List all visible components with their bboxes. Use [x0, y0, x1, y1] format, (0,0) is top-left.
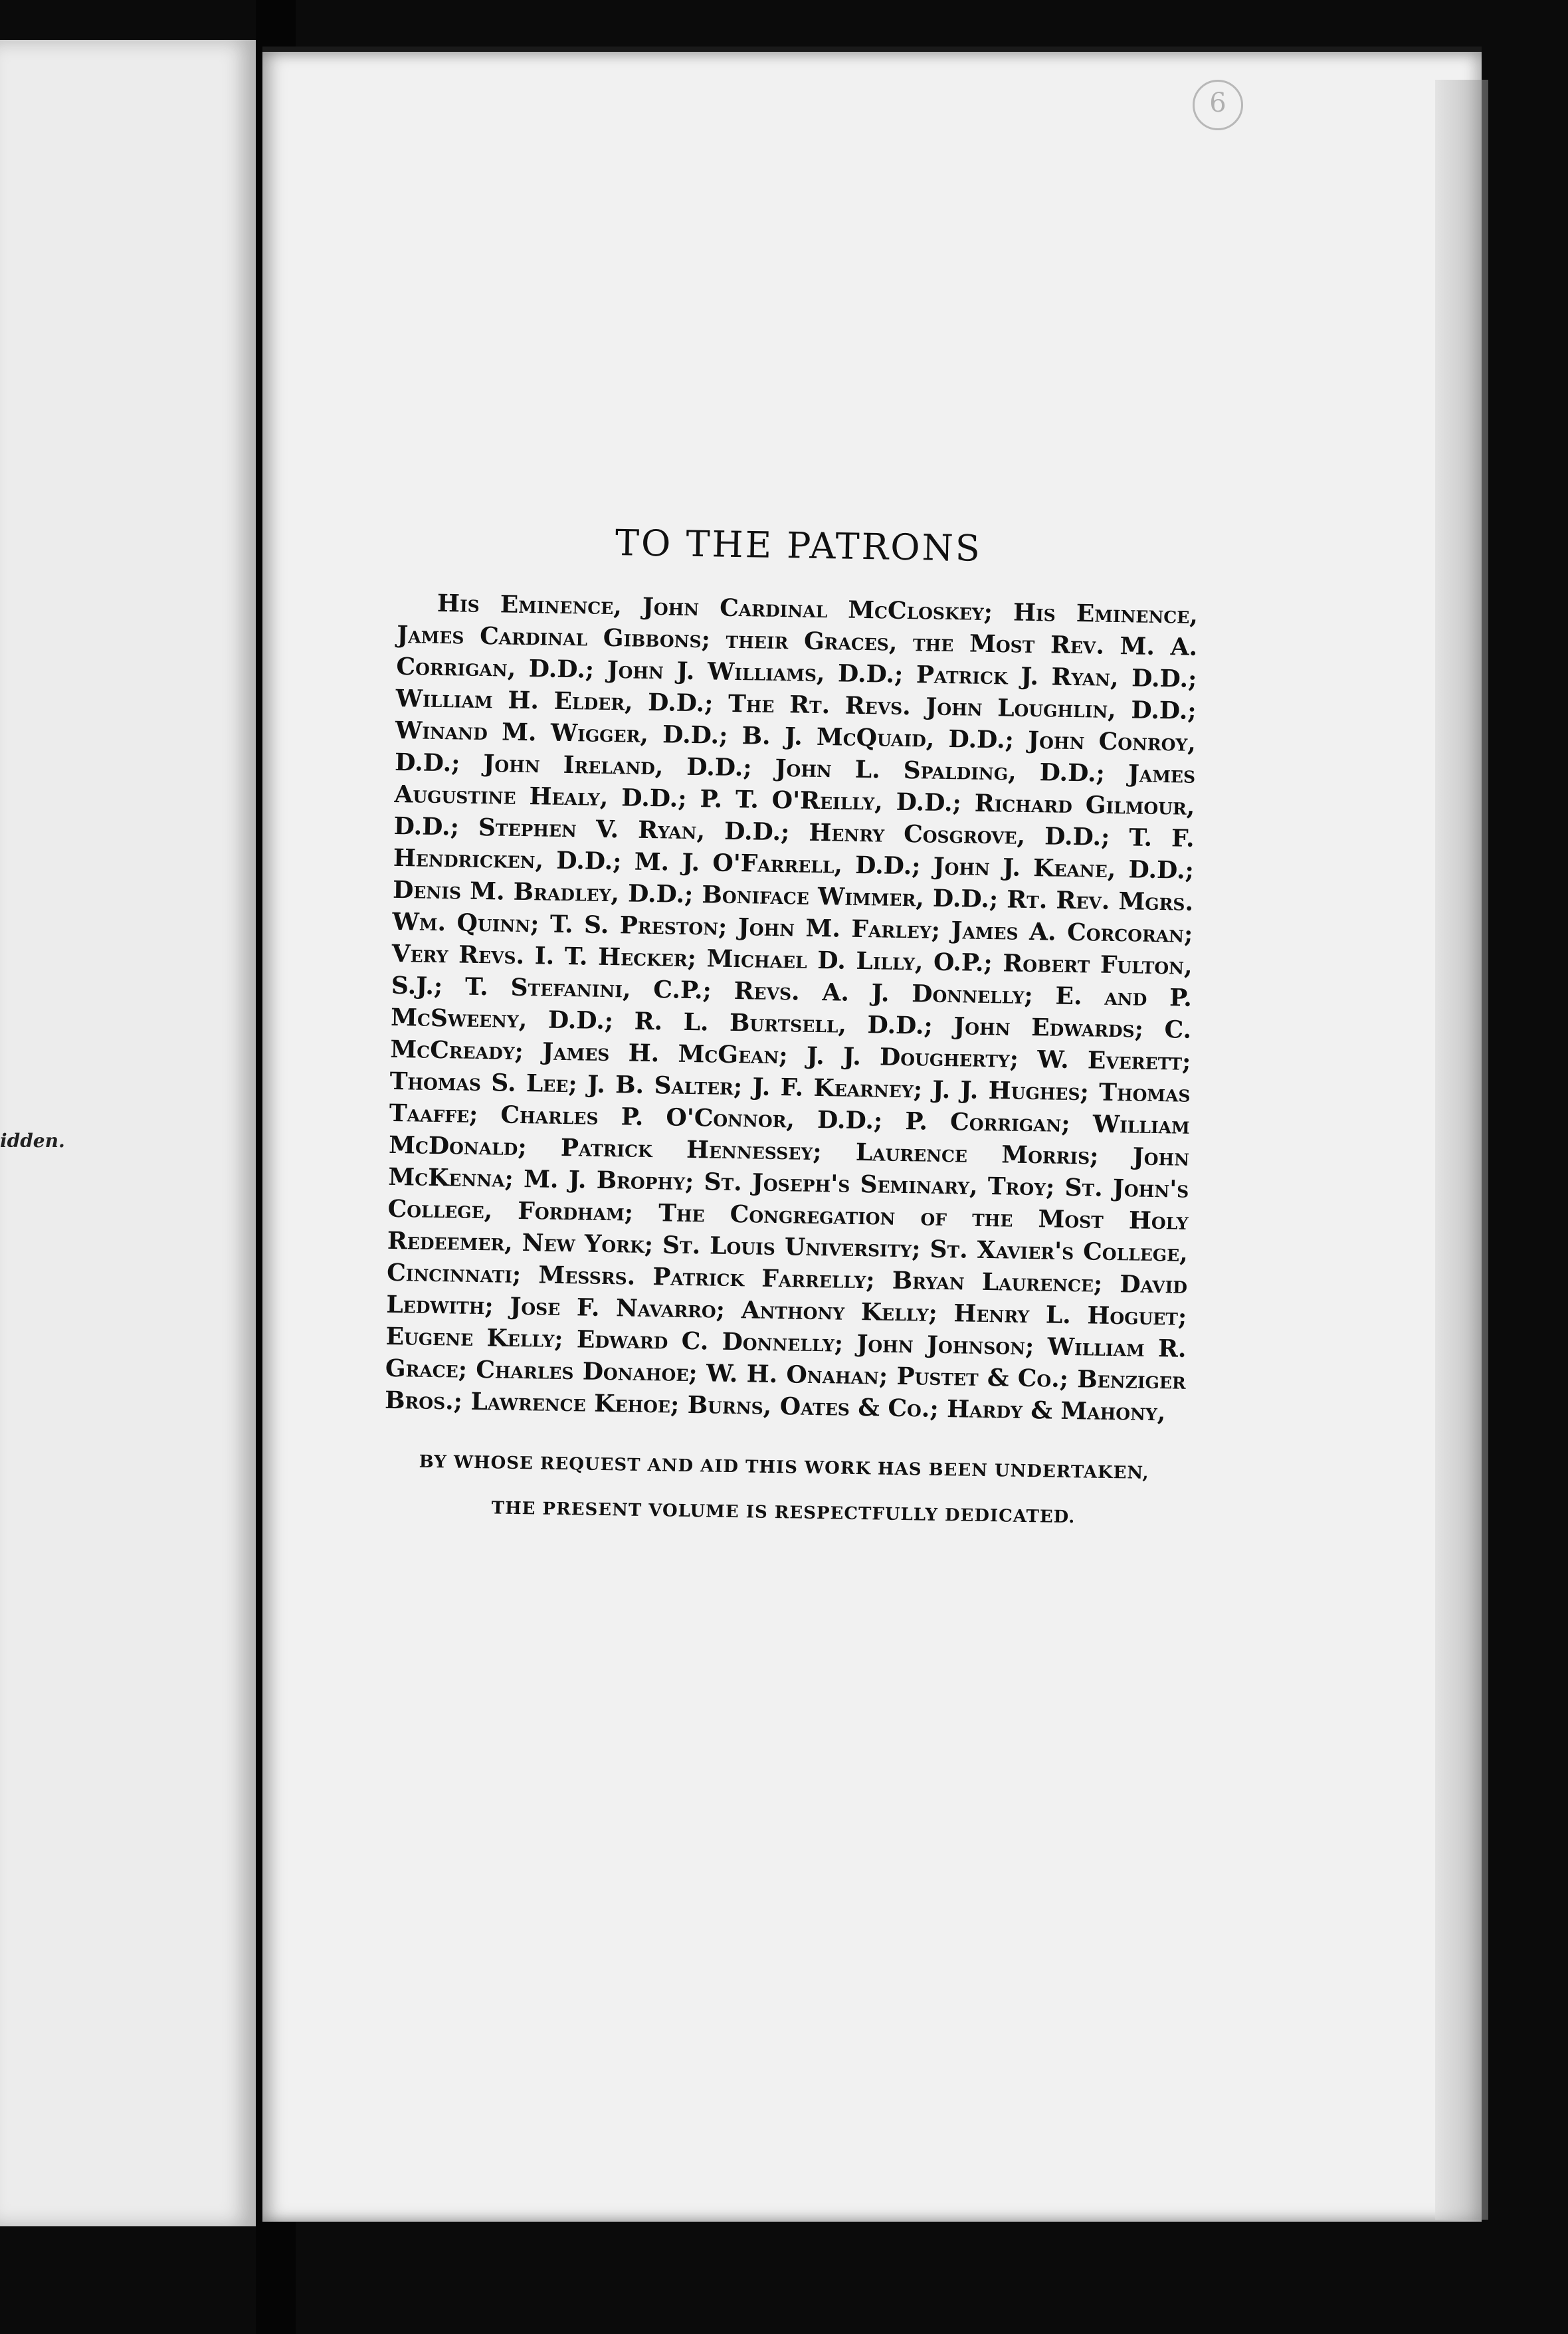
page-title: TO THE PATRONS — [615, 522, 983, 570]
page-edge-shadow — [1435, 80, 1488, 2220]
dedication-line-2: THE PRESENT VOLUME IS RESPECTFULLY DEDICATED. — [491, 1498, 1076, 1528]
dedication-text-block — [383, 518, 1199, 1531]
left-page-text-fragment: idden. — [0, 1130, 65, 1152]
left-page — [0, 40, 260, 2226]
dedication-line-1: BY WHOSE REQUEST AND AID THIS WORK HAS BEEN UNDERTAKEN, — [419, 1451, 1149, 1483]
corner-page-mark: 6 — [1193, 80, 1243, 130]
patrons-list: His Eminence, John Cardinal McCloskey; His Eminence, James Cardinal Gibbons; their Graces, the Most Rev. M. A. Corrigan, D.D.; John J. Williams, D.D.; Patrick J. Ryan, D.D.; William H. Elder, D.D.; The Rt. Revs. John Loughlin, D.D.; Winand M. Wigger, D.D.; B. J. McQuaid, D.D.; John Conroy, D.D.; John Ireland, D.D.; John L. Spalding, D.D.; James Augustine Healy, D.D.; P. T. O'Reilly, D.D.; Richard Gilmour, D.D.; Stephen V. Ryan, D.D.; Henry Cosgrove, D.D.; T. F. Hendricken, D.D.; M. J. O'Farrell, D.D.; John J. Keane, D.D.; Denis M. Bradley, D.D.; Boniface Wimmer, D.D.; Rt. Rev. Mgrs. Wm. Quinn; T. S. Preston; John M. Farley; James A. Corcoran; Very Revs. I. T. Hecker; Michael D. Lilly, O.P.; Robert Fulton, S.J.; T. Stefanini, C.P.; Revs. A. J. Donnelly; E. and P. McSweeny, D.D.; R. L. Burtsell, D.D.; John Edwards; C. McCready; James H. McGean; J. J. Dougherty; W. Everett; Thomas S. Lee; J. B. Salter; J. F. Kearney; J. J. Hughes; Thomas Taaffe; Charles P. O'Connor, D.D.; P. Corrigan; William McDonald; Patrick Hennessey; Laurence Morris; John McKenna; M. J. Brophy; St. Joseph's Seminary, Troy; St. John's College, Fordham; The Congregation of the Most Holy Redeemer, New York; St. Louis University; St. Xavier's College, Cincinnati; Messrs. Patrick Farrelly; Bryan Laurence; David Ledwith; Jose F. Navarro; Anthony Kelly; Henry L. Hoguet; Eugene Kelly; Edward C. Donnelly; John Johnson; William R. Grace; Charles Donahoe; W. H. Onahan; Pustet & Co.; Benziger Bros.; Lawrence Kehoe; Burns, Oates & Co.; Hardy & Mahony, — [384, 589, 1199, 1427]
